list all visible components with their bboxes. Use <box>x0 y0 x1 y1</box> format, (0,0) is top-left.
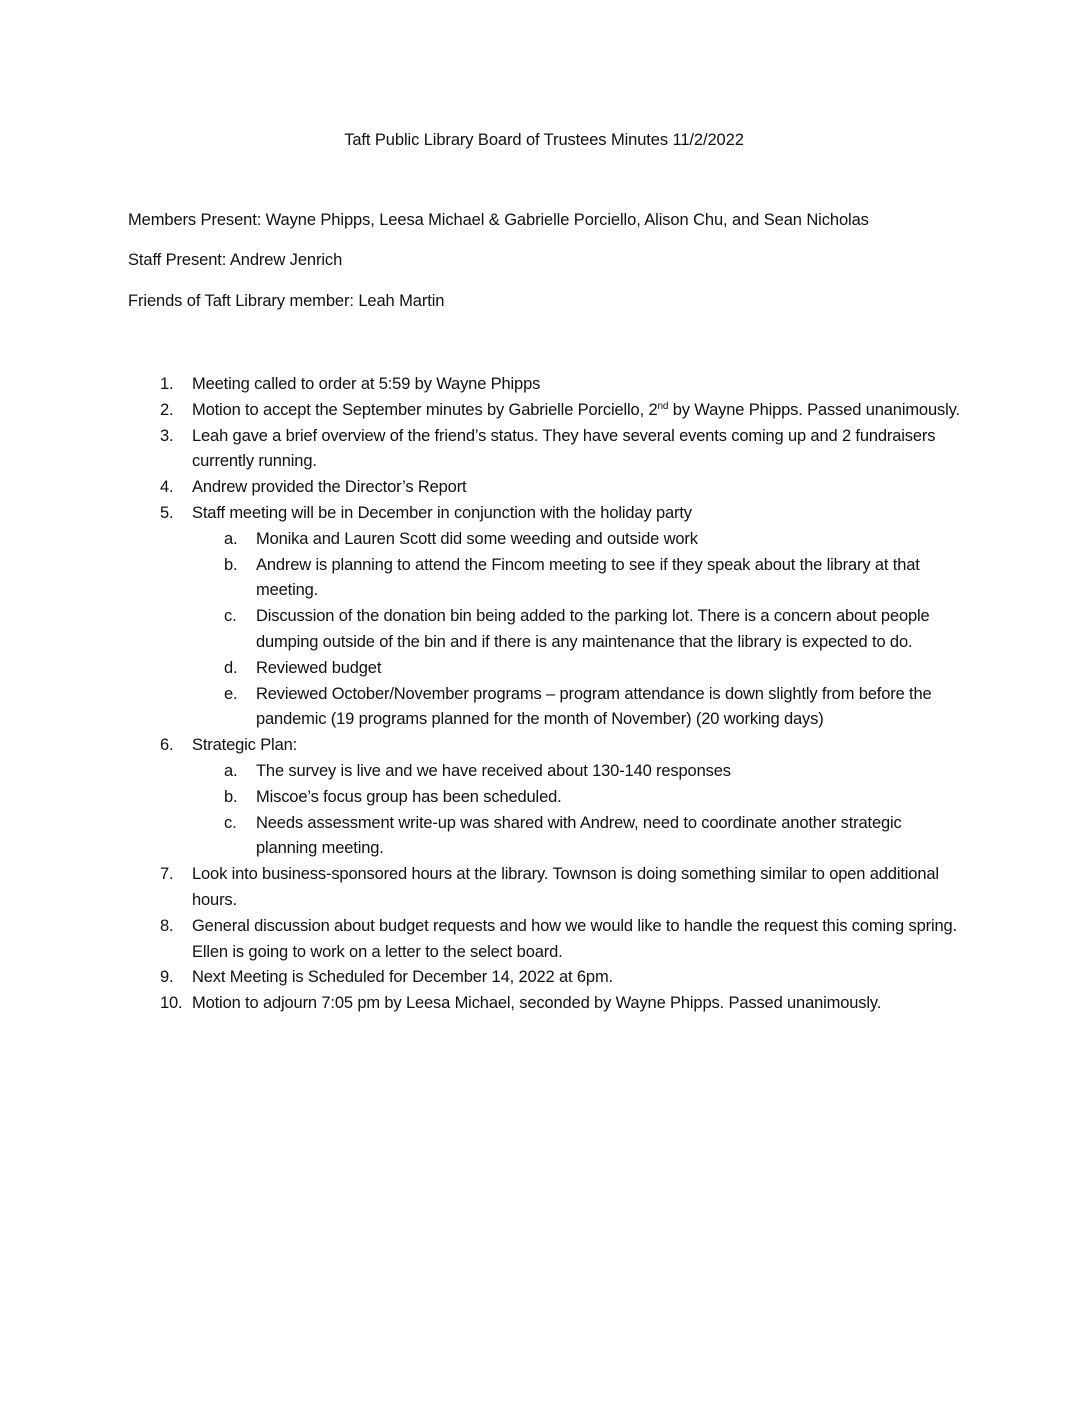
item-number: 9. <box>160 968 174 987</box>
sub-item-text: Miscoe’s focus group has been scheduled. <box>256 787 562 806</box>
sub-list-item <box>224 527 960 553</box>
sub-list-item <box>224 759 960 785</box>
item-number: 3. <box>160 426 174 445</box>
ordinal-superscript: nd <box>657 400 669 412</box>
item-text <box>192 398 960 424</box>
item-text: Look into business-sponsored hours at the library. Townson is doing something similar to open additional hours. <box>192 865 939 909</box>
minutes-list <box>160 372 960 1017</box>
list-item <box>160 398 960 424</box>
list-item <box>160 862 960 914</box>
sub-list-item <box>224 553 960 605</box>
item-text: Next Meeting is Scheduled for December 14, 2022 at 6pm. <box>192 968 613 987</box>
document-title: Taft Public Library Board of Trustees Minutes 11/2/2022 <box>344 131 744 149</box>
item-text: Strategic Plan: <box>192 736 298 755</box>
item-text-part: Motion to accept the September minutes by Gabrielle Porciello, 2 <box>192 400 658 419</box>
item-number: 1. <box>160 375 174 393</box>
item-number: 4. <box>160 478 174 497</box>
sub-list-item <box>224 785 960 811</box>
list-item <box>160 501 960 527</box>
sub-list-item <box>224 604 960 656</box>
sub-item-text: The survey is live and we have received about 130-140 responses <box>256 761 731 780</box>
item-number: 7. <box>160 865 174 884</box>
members-present: Members Present: Wayne Phipps, Leesa Michael & Gabrielle Porciello, Alison Chu, and Sean Nicholas <box>128 211 869 229</box>
item-text: General discussion about budget requests and how we would like to handle the request this coming spring. Ellen is going to work on a letter to the select board. <box>192 916 957 961</box>
sub-item-letter: c. <box>224 813 237 832</box>
sub-item-text: Monika and Lauren Scott did some weeding and outside work <box>256 529 698 548</box>
sub-item-text: Discussion of the donation bin being added to the parking lot. There is a concern about people dumping outside of the bin and if there is any maintenance that the library is expected to do. <box>256 607 930 651</box>
staff-present: Staff Present: Andrew Jenrich <box>128 251 343 269</box>
sub-item-letter: d. <box>224 658 238 677</box>
list-item <box>160 965 960 991</box>
sub-item-letter: b. <box>224 555 238 574</box>
item-text: Andrew provided the Director’s Report <box>192 478 467 497</box>
list-item <box>160 991 960 1017</box>
list-item <box>160 475 960 501</box>
sub-item-letter: a. <box>224 761 238 780</box>
item-text: Meeting called to order at 5:59 by Wayne Phipps <box>192 375 541 393</box>
item-number: 2. <box>160 400 174 419</box>
item-number: 6. <box>160 736 174 755</box>
item-text-part: by Wayne Phipps. Passed unanimously. <box>668 400 960 419</box>
sub-item-text: Andrew is planning to attend the Fincom meeting to see if they speak about the library at that meeting. <box>256 555 920 600</box>
list-item <box>160 372 960 398</box>
list-item <box>160 424 960 476</box>
sub-item-text: Reviewed budget <box>256 658 382 677</box>
sub-item-text: Needs assessment write-up was shared with Andrew, need to coordinate another strategic planning meeting. <box>256 813 902 858</box>
item-text: Staff meeting will be in December in conjunction with the holiday party <box>192 503 692 522</box>
list-item <box>160 914 960 966</box>
item-number: 10. <box>160 994 183 1013</box>
item-text: Motion to adjourn 7:05 pm by Leesa Michael, seconded by Wayne Phipps. Passed unanimously. <box>192 994 882 1013</box>
sub-item-letter: e. <box>224 684 238 703</box>
sub-item-letter: c. <box>224 607 237 626</box>
sub-item-letter: a. <box>224 529 238 548</box>
item-number: 5. <box>160 503 174 522</box>
sub-list-item <box>224 682 960 734</box>
item-number: 8. <box>160 916 174 935</box>
friends-member: Friends of Taft Library member: Leah Martin <box>128 292 445 310</box>
sub-item-text: Reviewed October/November programs – program attendance is down slightly from before the pandemic (19 programs planned for the month of November) (20 working days) <box>256 684 932 729</box>
item-text: Leah gave a brief overview of the friend’s status. They have several events coming up and 2 fundraisers currently running. <box>192 426 936 471</box>
list-item <box>160 733 960 759</box>
sub-list-item <box>224 656 960 682</box>
sub-item-letter: b. <box>224 787 238 806</box>
sub-list-item <box>224 811 960 863</box>
